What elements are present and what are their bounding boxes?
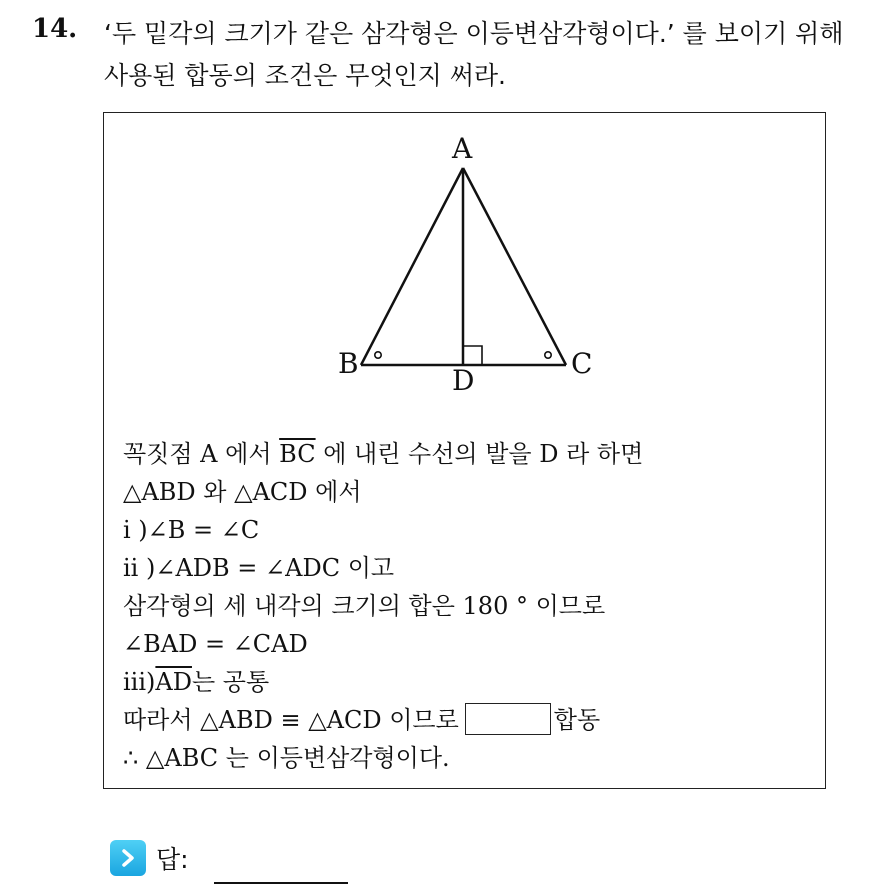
- proof-line-2: △ABD 와 △ACD 에서: [123, 478, 362, 506]
- proof-line-8: 따라서 △ABD ≡ △ACD 이므로 합동: [123, 701, 643, 739]
- proof-line-6: ∠BAD = ∠CAD: [123, 630, 308, 658]
- segment-ad: $\overline{AD}$: [155, 668, 192, 696]
- proof-line-4: ii )∠ADB = ∠ADC 이고: [123, 554, 395, 582]
- question-text-line-2: 사용된 합동의 조건은 무엇인지 써라.: [104, 61, 506, 90]
- proof-line-1: 꼭짓점 A 에서 $\overline{BC}$ 에 내린 수선의 발을 D 라 하면: [123, 440, 644, 468]
- proof-box: [103, 112, 826, 789]
- segment-bc: $\overline{BC}$: [279, 440, 316, 468]
- right-angle-mark: [463, 346, 482, 365]
- answer-row: [110, 840, 189, 876]
- proof-line-9: ∴ △ABC 는 이등변삼각형이다.: [123, 744, 450, 772]
- answer-input-line[interactable]: [214, 882, 348, 884]
- side-ac: [463, 168, 566, 365]
- vertex-label-a: A: [452, 132, 473, 165]
- proof-line-7: $iii)\overline{AD}$는 공통: [123, 668, 270, 696]
- angle-b-mark: [375, 352, 381, 358]
- vertex-label-d: D: [452, 364, 475, 397]
- angle-c-mark: [545, 352, 551, 358]
- vertex-label-c: C: [571, 347, 593, 380]
- blank-box[interactable]: [465, 703, 551, 735]
- chevron-right-icon: [110, 840, 146, 876]
- side-ab: [361, 168, 463, 365]
- proof-text: [123, 435, 643, 777]
- question-number: 14.: [32, 14, 78, 44]
- proof-line-3: i )∠B = ∠C: [123, 516, 260, 544]
- answer-label: 답:: [156, 845, 189, 874]
- proof-line-5: 삼각형의 세 내각의 크기의 합은 180 ° 이므로: [123, 592, 606, 620]
- vertex-label-b: B: [338, 347, 359, 380]
- question-text-line-1: ‘두 밑각의 크기가 같은 삼각형은 이등변삼각형이다.’ 를 보이기 위해: [104, 19, 844, 48]
